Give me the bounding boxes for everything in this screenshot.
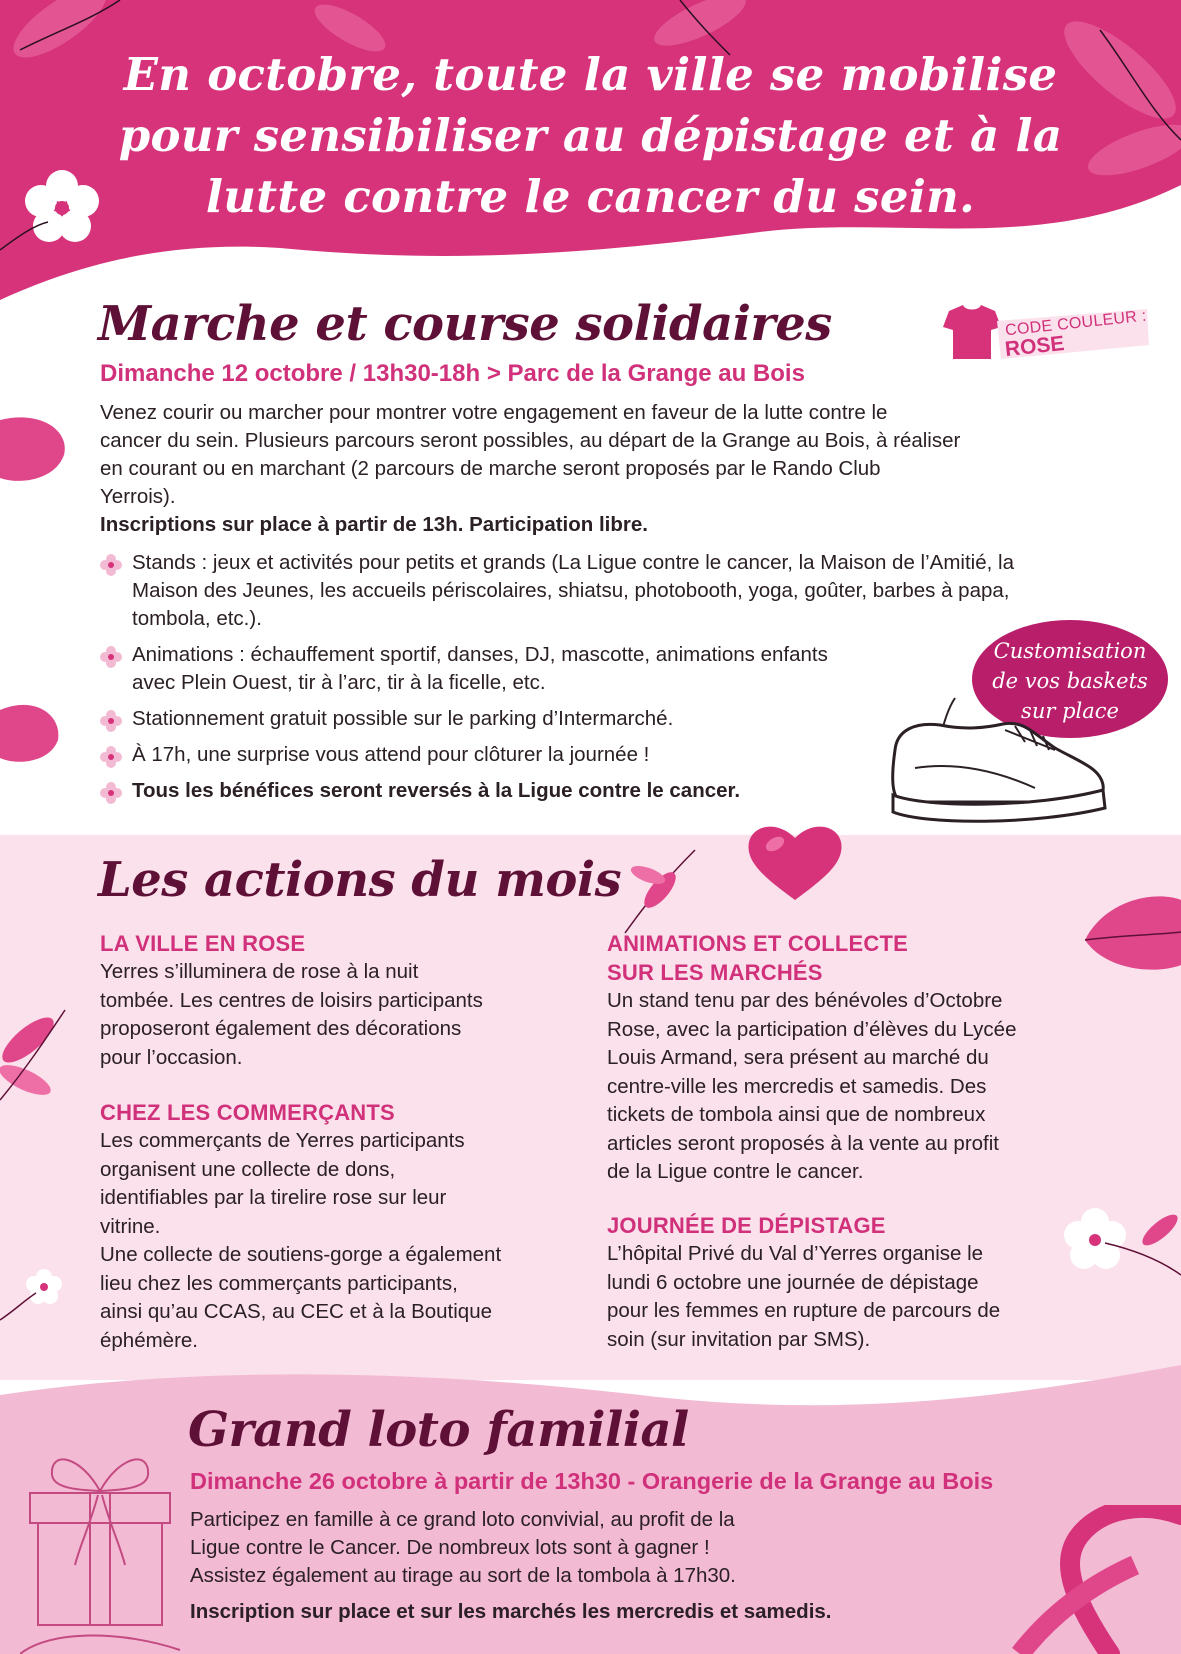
marche-intro [100, 399, 1080, 539]
depistage-heading: JOURNÉE DE DÉPISTAGE [607, 1213, 886, 1238]
text-line: Un stand tenu par des bénévoles d’Octobre [607, 989, 1003, 1012]
text-line: de la Ligue contre le cancer. [607, 1160, 864, 1183]
bullet-text: Tous les bénéfices seront reversés à la Ligue contre le cancer. [132, 779, 741, 802]
bullet-text: À 17h, une surprise vous attend pour clôturer la journée ! [132, 743, 650, 766]
color-code-badge [937, 297, 1155, 367]
text-line: lundi 6 octobre une journée de dépistage [607, 1270, 979, 1294]
header-title-line: lutte contre le cancer du sein. [205, 170, 976, 223]
text-line: L’hôpital Privé du Val d’Yerres organise le [607, 1242, 984, 1265]
text-line: centre-ville les mercredis et samedis. Des [607, 1074, 987, 1098]
text-line: tickets de tombola ainsi que de nombreux [607, 1103, 986, 1126]
header-title [80, 44, 1101, 227]
depistage-text [607, 1240, 1077, 1354]
commercants-text [100, 1127, 580, 1355]
flower-bullet-icon [100, 746, 122, 768]
ville-rose-heading: LA VILLE EN ROSE [100, 931, 306, 956]
header-title-line: En octobre, toute la ville se mobilise [123, 48, 1058, 101]
text-line: proposeront également des décorations [100, 1017, 462, 1040]
gift-icon [20, 1445, 190, 1654]
text-line: Assistez également au tirage au sort de la tombola à 17h30. [190, 1564, 736, 1587]
text-line: soin (sur invitation par SMS). [607, 1327, 871, 1351]
marches-heading [607, 929, 908, 987]
flower-icon [0, 1265, 70, 1325]
list-item [100, 549, 1062, 633]
heart-icon [745, 820, 845, 902]
marches-text [607, 987, 1077, 1187]
flower-bullet-icon [100, 710, 122, 732]
intro-line: cancer du sein. Plusieurs parcours seront possibles, au départ de la Grange au Bois, à réaliser [100, 429, 961, 452]
header-title-line: pour sensibiliser au dépistage et à la [118, 109, 1063, 162]
intro-line: en courant ou en marchant (2 parcours de marche seront proposés par le Rando Club [100, 457, 881, 480]
text-line: identifiables par la tirelire rose sur leur [100, 1186, 447, 1209]
text-line: Yerres s’illuminera de rose à la nuit [100, 960, 419, 983]
leaf-decoration-icon [0, 410, 70, 770]
text-line: éphémère. [100, 1328, 199, 1352]
bubble-line: sur place [1021, 699, 1119, 723]
text-line: Rose, avec la participation d’élèves du Lycée [607, 1017, 1017, 1041]
bullet-text: Stationnement gratuit possible sur le parking d’Intermarché. [132, 707, 674, 730]
inscriptions-note: Inscriptions sur place à partir de 13h. Participation libre. [100, 513, 648, 536]
text-line: Participez en famille à ce grand loto convivial, au profit de la [190, 1508, 735, 1531]
loto-title: Grand loto familial [188, 1402, 689, 1458]
text-line: lieu chez les commerçants participants, [100, 1271, 458, 1295]
badge-label: CODE COULEUR : [1004, 307, 1148, 340]
commercants-heading: CHEZ LES COMMERÇANTS [100, 1100, 395, 1125]
loto-inscription: Inscription sur place et sur les marchés les mercredis et samedis. [190, 1600, 832, 1623]
bullet-text: Stands : jeux et activités pour petits et grands (La Ligue contre le cancer, la Maison de l’Amitié, la Maison des Jeunes, les accueils périscolaires, shiatsu, photobooth, yoga, goûter, barbes à papa, tombola, etc.). [132, 551, 1014, 630]
text-line: ainsi qu’au CCAS, au CEC et à la Boutique [100, 1300, 493, 1323]
sneaker-icon [885, 690, 1115, 835]
list-item [100, 641, 832, 697]
heading-line: ANIMATIONS ET COLLECTE [607, 931, 908, 956]
flower-bullet-icon [100, 782, 122, 804]
text-line: pour l’occasion. [100, 1045, 243, 1069]
flower-bullet-icon [100, 554, 122, 576]
marche-title: Marche et course solidaires [98, 296, 832, 352]
text-line: pour les femmes en rupture de parcours de [607, 1299, 1001, 1322]
text-line: Les commerçants de Yerres participants [100, 1129, 465, 1152]
leaf-decoration-icon [0, 1000, 70, 1120]
intro-line: Venez courir ou marcher pour montrer votre engagement en faveur de la lutte contre le [100, 401, 888, 424]
actions-title: Les actions du mois [98, 852, 622, 908]
text-line: vitrine. [100, 1214, 161, 1238]
loto-text [190, 1506, 1010, 1590]
marche-subtitle: Dimanche 12 octobre / 13h30-18h > Parc de la Grange au Bois [100, 360, 805, 387]
leaf-decoration-icon [1075, 880, 1181, 980]
text-line: Ligue contre le Cancer. De nombreux lots sont à gagner ! [190, 1536, 710, 1559]
leaf-decoration-icon [620, 845, 700, 935]
bullet-text: Animations : échauffement sportif, danses, DJ, mascotte, animations enfants avec Plein Ouest, tir à l’arc, tir à la ficelle, etc. [132, 643, 828, 694]
text-line: tombée. Les centres de loisirs participants [100, 988, 483, 1012]
bubble-line: de vos baskets [992, 669, 1148, 693]
heading-line: SUR LES MARCHÉS [607, 960, 823, 985]
ville-rose-text [100, 958, 580, 1072]
text-line: Une collecte de soutiens-gorge a également [100, 1243, 502, 1266]
intro-line: Yerrois). [100, 485, 176, 508]
text-line: articles seront proposés à la vente au profit [607, 1131, 999, 1155]
badge-value: ROSE [1003, 331, 1066, 362]
bubble-line: Customisation [993, 639, 1147, 663]
text-line: organisent une collecte de dons, [100, 1157, 396, 1181]
text-line: Louis Armand, sera présent au marché du [607, 1046, 989, 1069]
loto-subtitle: Dimanche 26 octobre à partir de 13h30 - Orangerie de la Grange au Bois [190, 1468, 994, 1494]
flower-bullet-icon [100, 646, 122, 668]
